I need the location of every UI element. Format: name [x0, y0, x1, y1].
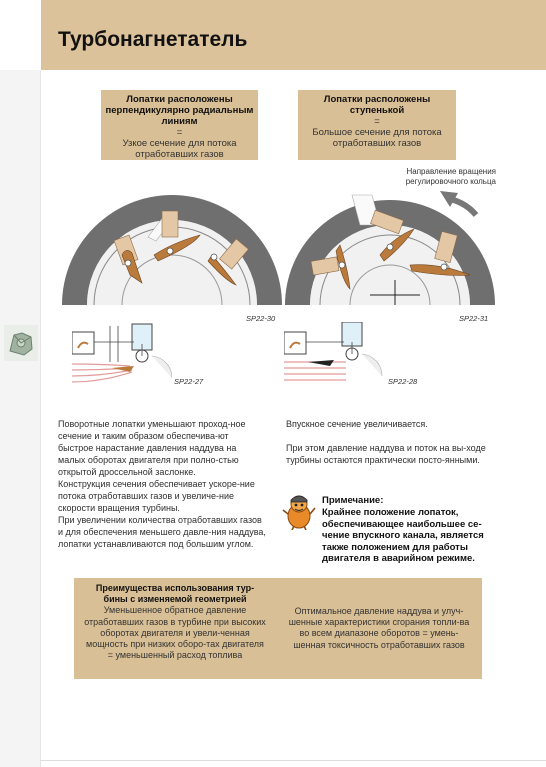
figure-label-sp22-31: SP22-31 — [459, 314, 489, 323]
callout-left-bold: Лопатки расположены перпендикулярно радиальным линиям — [105, 94, 254, 127]
right-column-text — [286, 418, 492, 466]
turbine-vanes-wide-figure — [280, 185, 500, 305]
exhaust-flow-wide-figure — [284, 322, 384, 388]
bottom-rule — [41, 760, 546, 761]
note-mascot-icon — [282, 492, 316, 530]
paragraph-wide-2: При этом давление наддува и поток на вы-ходе турбины остаются практически посто-янными. — [286, 443, 486, 465]
paragraph-narrow-3: При увеличении количества отработавших газов и для обеспечения меньшего давле-ния наддува, лопатки устанавливаются под большим углом. — [58, 515, 266, 549]
callout-left-plain: Узкое сечение для потока отработавших газов — [122, 138, 237, 160]
rotation-direction-label: Направление вращения регулировочного кольца — [405, 167, 496, 186]
page-title: Турбонагнетатель — [58, 28, 248, 51]
exhaust-flow-narrow-figure — [72, 322, 172, 388]
paragraph-narrow-2: Конструкция сечения обеспечивает ускоре-ние потока отработавших газов и увеличе-ние скорости вращения турбины. — [58, 479, 255, 513]
advantages-left — [84, 583, 266, 661]
header-margin — [0, 0, 41, 70]
left-margin-strip — [0, 70, 41, 767]
callout-wide-section — [298, 90, 456, 160]
callout-right-eq: = — [374, 116, 380, 127]
left-column-text — [58, 418, 266, 550]
paragraph-wide-1: Впускное сечение увеличивается. — [286, 419, 428, 429]
turbine-vanes-narrow-figure — [62, 185, 282, 305]
note-text: Крайнее положение лопаток, обеспечивающее наибольшее се-чение впускного канала, является также положением для работы двигателя в аварийном режиме. — [322, 507, 484, 565]
note-title: Примечание: — [322, 495, 384, 506]
callout-narrow-section — [101, 90, 258, 160]
paragraph-narrow-1: Поворотные лопатки уменьшают проход-ное сечение и таким образом обеспечива-ют быстрое нарастание давления наддува на малых оборотах двигателя при полно-стью открытой дроссельной заслонке. — [58, 419, 246, 477]
figure-label-sp22-30: SP22-30 — [246, 314, 276, 323]
figure-label-sp22-28: SP22-28 — [388, 377, 418, 386]
advantages-left-text: Уменьшенное обратное давление отработавших газов в турбине при высоких оборотах двигателя и увели-ченная мощность при низких оборо-тах двигателя = уменьшенный расход топлива — [84, 605, 266, 661]
advantages-right-text: Оптимальное давление наддува и улуч-шенные характеристики сгорания топли-ва во всем диапазоне оборотов = умень-шенная токсичность отработавших газов — [288, 606, 470, 650]
callout-right-plain: Большое сечение для потока отработавших газов — [312, 127, 442, 149]
advantages-title: Преимущества использования тур-бины с изменяемой геометрией — [95, 583, 255, 605]
figure-label-sp22-27: SP22-27 — [174, 377, 204, 386]
side-thumbnail-icon — [4, 325, 38, 361]
callout-right-bold: Лопатки расположены ступенькой — [323, 94, 431, 116]
callout-left-eq: = — [176, 127, 183, 138]
